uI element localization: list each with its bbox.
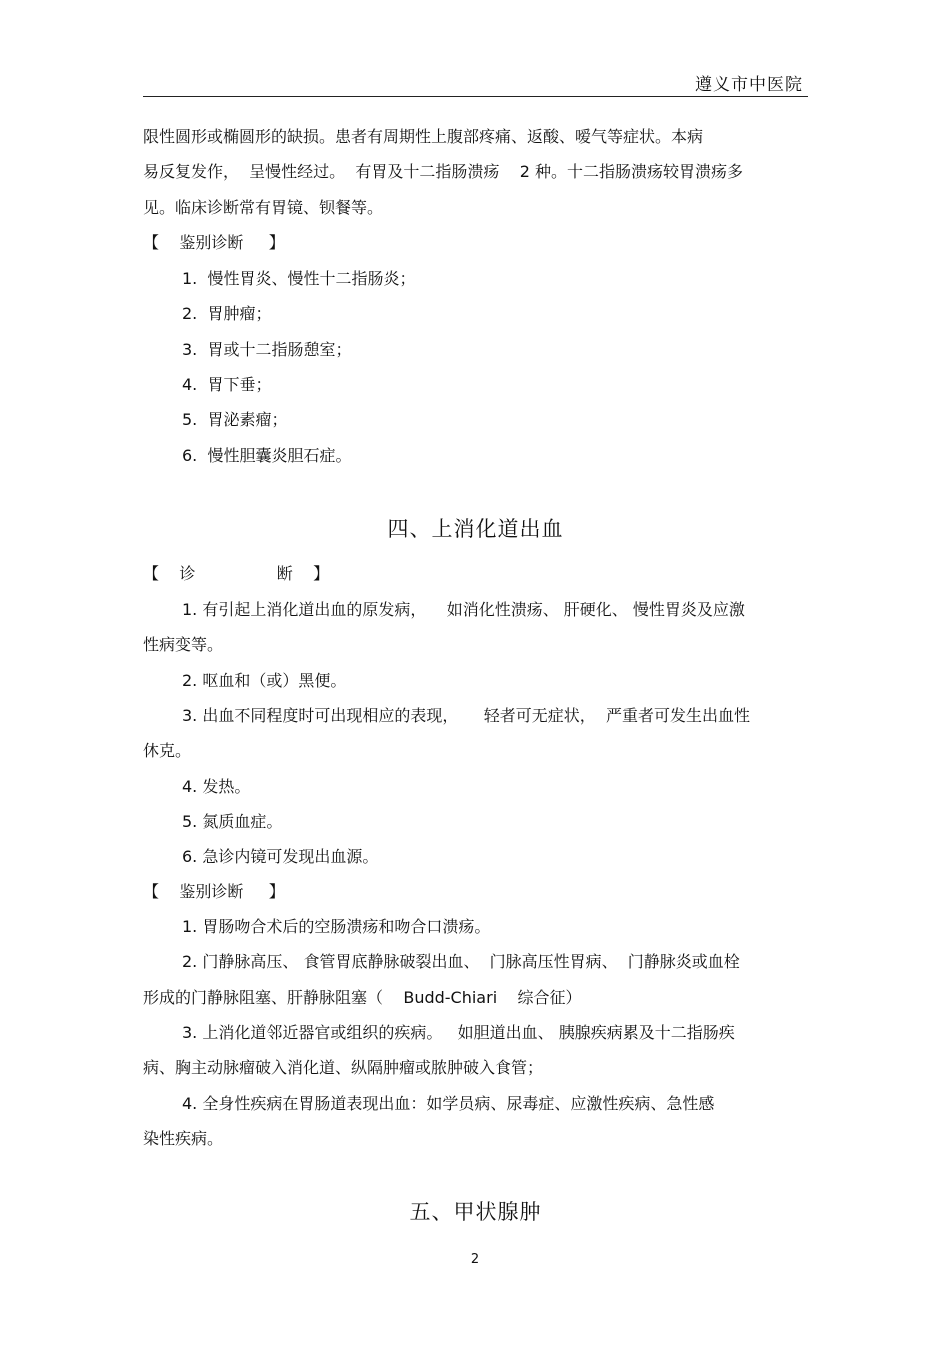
list-item-continuation: 形成的门静脉阻塞、肝静脉阻塞（ Budd-Chiari 综合征）	[143, 988, 582, 1007]
list-item: 1. 胃肠吻合术后的空肠溃疡和吻合口溃疡。	[182, 917, 491, 936]
list-item: 3. 出血不同程度时可出现相应的表现， 轻者可无症状， 严重者可发生出血性	[182, 706, 750, 725]
list-item: 5. 胃泌素瘤；	[182, 410, 288, 429]
list-item-continuation: 休克。	[143, 741, 192, 760]
list-item-continuation: 染性疾病。	[143, 1129, 224, 1148]
list-item: 1. 有引起上消化道出血的原发病， 如消化性溃疡、 肝硬化、 慢性胃炎及应激	[182, 600, 745, 619]
list-item: 3. 胃或十二指肠憩室；	[182, 340, 352, 359]
list-item: 5. 氮质血症。	[182, 812, 283, 831]
list-item: 3. 上消化道邻近器官或组织的疾病。 如胆道出血、 胰腺疾病累及十二指肠疾	[182, 1023, 735, 1042]
page-number: 2	[470, 1252, 480, 1267]
section-label: 【 鉴别诊断 】	[143, 233, 285, 252]
section-label: 【 鉴别诊断 】	[143, 882, 285, 901]
list-item: 2. 胃肿瘤；	[182, 304, 272, 323]
section-heading: 五、甲状腺肿	[409, 1200, 542, 1224]
header-rule	[143, 96, 808, 97]
list-item: 6. 慢性胆囊炎胆石症。	[182, 446, 352, 465]
list-item: 2. 呕血和（或）黑便。	[182, 671, 347, 690]
text-line: 限性圆形或椭圆形的缺损。患者有周期性上腹部疼痛、返酸、嗳气等症状。本病	[143, 127, 704, 146]
text-line: 见。临床诊断常有胃镜、钡餐等。	[143, 198, 384, 217]
section-heading: 四、上消化道出血	[387, 517, 564, 541]
list-item: 4. 发热。	[182, 777, 251, 796]
list-item: 2. 门静脉高压、 食管胃底静脉破裂出血、 门脉高压性胃病、 门静脉炎或血栓	[182, 952, 740, 971]
list-item-continuation: 性病变等。	[143, 635, 224, 654]
list-item: 1. 慢性胃炎、慢性十二指肠炎；	[182, 269, 416, 288]
list-item-continuation: 病、胸主动脉瘤破入消化道、纵隔肿瘤或脓肿破入食管；	[143, 1058, 544, 1077]
list-item: 4. 全身性疾病在胃肠道表现出血：如学员病、尿毒症、应激性疾病、急性感	[182, 1094, 715, 1113]
text-line: 易反复发作， 呈慢性经过。 有胃及十二指肠溃疡 2 种。十二指肠溃疡较胃溃疡多	[143, 162, 743, 181]
list-item: 6. 急诊内镜可发现出血源。	[182, 847, 379, 866]
section-label: 【 诊 断 】	[143, 564, 330, 583]
list-item: 4. 胃下垂；	[182, 375, 272, 394]
header-title: 遵义市中医院	[695, 75, 803, 95]
